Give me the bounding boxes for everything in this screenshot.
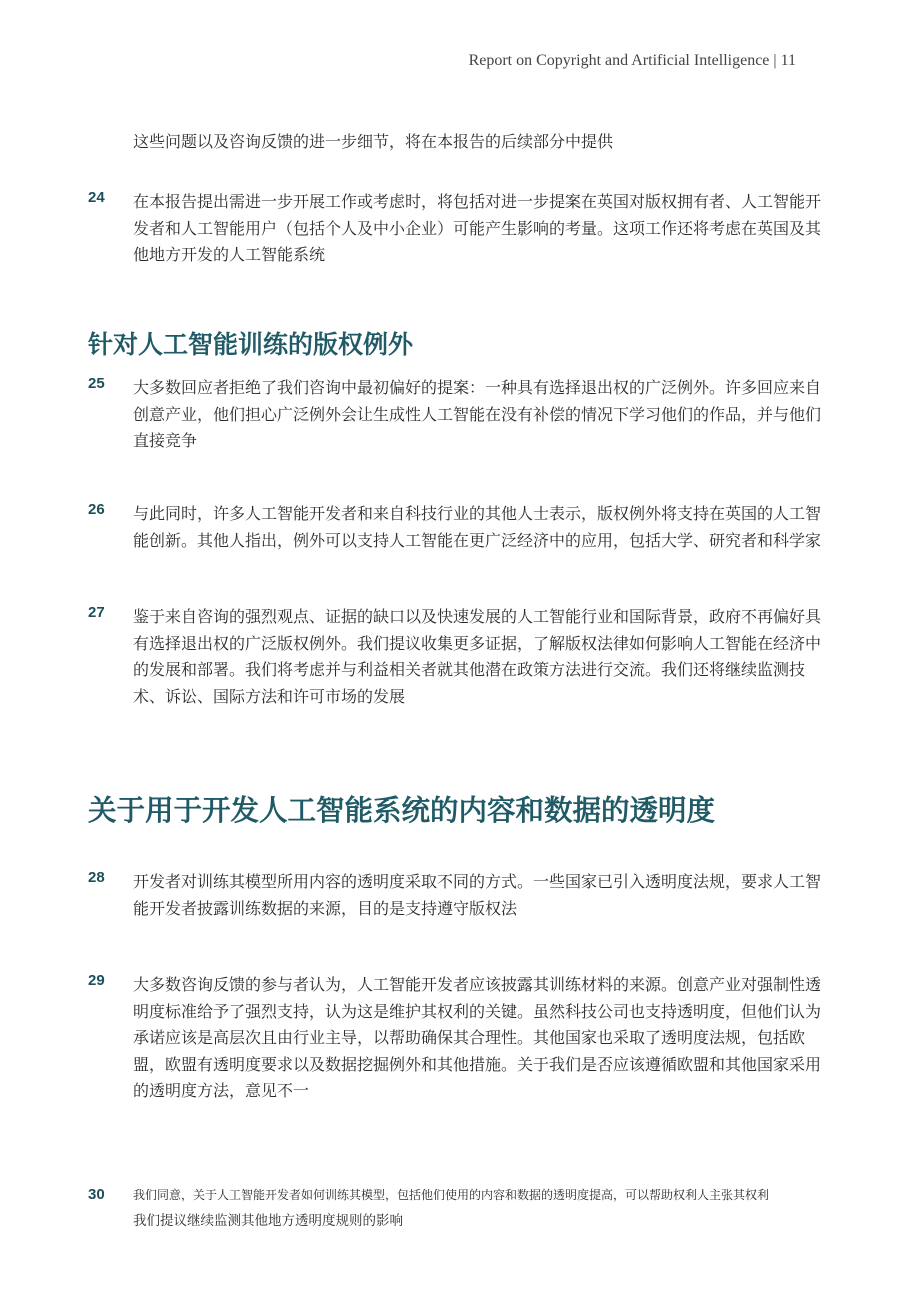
paragraph-number: 26 [88,501,105,518]
paragraph-number: 30 [88,1186,105,1203]
paragraph-number: 27 [88,604,105,621]
section-heading-transparency: 关于用于开发人工智能系统的内容和数据的透明度 [88,794,716,827]
paragraph-number: 24 [88,189,105,206]
paragraph-text: 大多数回应者拒绝了我们咨询中最初偏好的提案：一种具有选择退出权的广泛例外。许多回应来自创意产业，他们担心广泛例外会让生成性人工智能在没有补偿的情况下学习他们的作品，并与他们直接竞争 [133,378,822,450]
paragraph-text [133,1186,821,1231]
section-heading-training-exception: 针对人工智能训练的版权例外 [88,330,414,359]
paragraph-text-second: 我们提议继续监测其他地方透明度规则的影响 [133,1213,403,1229]
running-header: Report on Copyright and Artificial Intelligence | 11 [468,52,796,69]
paragraph-text: 开发者对训练其模型所用内容的透明度采取不同的方式。一些国家已引入透明度法规，要求人工智能开发者披露训练数据的来源，目的是支持遵守版权法 [133,872,822,918]
paragraph-text: 在本报告提出需进一步开展工作或考虑时，将包括对进一步提案在英国对版权拥有者、人工智能开发者和人工智能用户（包括个人及中小企业）可能产生影响的考量。这项工作还将考虑在英国及其他地方开发的人工智能系统 [133,192,822,264]
paragraph-number: 28 [88,869,105,886]
paragraph-text-first: 我们同意，关于人工智能开发者如何训练其模型，包括他们使用的内容和数据的透明度提高，可以帮助权利人主张其权利 [133,1188,770,1202]
paragraph-number: 25 [88,375,105,392]
intro-text: 这些问题以及咨询反馈的进一步细节，将在本报告的后续部分中提供 [133,132,614,151]
paragraph-text: 大多数咨询反馈的参与者认为，人工智能开发者应该披露其训练材料的来源。创意产业对强制性透明度标准给予了强烈支持，认为这是维护其权利的关键。虽然科技公司也支持透明度，但他们认为承诺应该是高层次且由行业主导，以帮助确保其合理性。其他国家也采取了透明度法规，包括欧盟，欧盟有透明度要求以及数据挖掘例外和其他措施。关于我们是否应该遵循欧盟和其他国家采用的透明度方法，意见不一 [133,975,822,1100]
paragraph-text: 鉴于来自咨询的强烈观点、证据的缺口以及快速发展的人工智能行业和国际背景，政府不再偏好具有选择退出权的广泛版权例外。我们提议收集更多证据，了解版权法律如何影响人工智能在经济中的发展和部署。我们将考虑并与利益相关者就其他潜在政策方法进行交流。我们还将继续监测技术、诉讼、国际方法和许可市场的发展 [133,607,822,706]
paragraph-text: 与此同时，许多人工智能开发者和来自科技行业的其他人士表示，版权例外将支持在英国的人工智能创新。其他人指出，例外可以支持人工智能在更广泛经济中的应用，包括大学、研究者和科学家 [133,504,822,550]
paragraph-number: 29 [88,972,105,989]
